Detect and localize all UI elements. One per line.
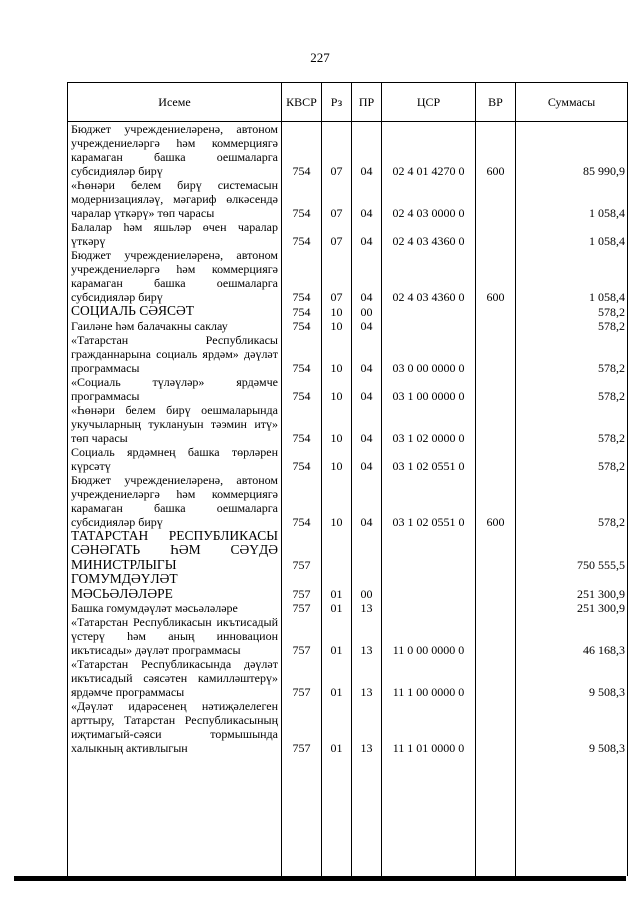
cell-kvsr: 757: [282, 699, 322, 755]
cell-sum: 750 555,5: [516, 529, 628, 573]
cell-name: «Татарстан Республикасында дәүләт икътисадый сәясәтен камилләштерү» ярдәмче программасы: [68, 657, 282, 699]
cell-rz: 07: [322, 248, 352, 304]
cell-pr: 00: [352, 572, 382, 601]
cell-pr: 13: [352, 657, 382, 699]
cell-pr: 00: [352, 304, 382, 319]
cell-csr: [382, 529, 476, 573]
cell-rz: 10: [322, 319, 352, 333]
cell-csr: 03 1 02 0000 0: [382, 403, 476, 445]
cell-pr: 04: [352, 122, 382, 179]
cell-kvsr: 754: [282, 445, 322, 473]
cell-rz: 10: [322, 445, 352, 473]
cell-kvsr: 754: [282, 178, 322, 220]
cell-sum: 251 300,9: [516, 572, 628, 601]
cell-name: Гаиләне һәм балачакны саклау: [68, 319, 282, 333]
table-row: [68, 657, 628, 699]
cell-csr: 02 4 01 4270 0: [382, 122, 476, 179]
cell-kvsr: 754: [282, 375, 322, 403]
cell-csr: [382, 304, 476, 319]
cell-kvsr: 754: [282, 333, 322, 375]
cell-csr: [382, 601, 476, 615]
cell-kvsr: 754: [282, 319, 322, 333]
cell-rz: [322, 529, 352, 573]
cell-csr: 02 4 03 0000 0: [382, 178, 476, 220]
header-kvsr: КВСР: [282, 83, 322, 122]
table-row: [68, 615, 628, 657]
filler-cell: [382, 755, 476, 876]
page-number: 227: [310, 50, 330, 65]
cell-sum: 251 300,9: [516, 601, 628, 615]
bottom-border-bar: [14, 876, 626, 881]
cell-rz: 01: [322, 601, 352, 615]
cell-rz: 10: [322, 375, 352, 403]
cell-rz: 07: [322, 220, 352, 248]
cell-name: Бюджет учреждениеләренә, автоном учреждениеләргә һәм коммерциягә карамаган башка оешмаларга субсидияләр бирү: [68, 473, 282, 529]
cell-pr: 13: [352, 615, 382, 657]
cell-csr: 11 1 00 0000 0: [382, 657, 476, 699]
cell-csr: [382, 319, 476, 333]
table-row: [68, 699, 628, 755]
cell-sum: 9 508,3: [516, 657, 628, 699]
cell-vr: [476, 615, 516, 657]
cell-kvsr: 754: [282, 304, 322, 319]
cell-csr: 03 0 00 0000 0: [382, 333, 476, 375]
cell-csr: 11 1 01 0000 0: [382, 699, 476, 755]
cell-rz: 01: [322, 572, 352, 601]
cell-name: ГОМУМДӘҮЛӘТ МӘСЬӘЛӘЛӘРЕ: [68, 572, 282, 601]
cell-name: «Һөнәри белем бирү оешмаларында укучыларның туклануын тәэмин итү» төп чарасы: [68, 403, 282, 445]
table-row: [68, 375, 628, 403]
cell-vr: [476, 319, 516, 333]
cell-sum: 578,2: [516, 304, 628, 319]
header-rz: Рз: [322, 83, 352, 122]
cell-pr: 04: [352, 178, 382, 220]
filler-cell: [68, 755, 282, 876]
cell-sum: 578,2: [516, 333, 628, 375]
cell-rz: 07: [322, 178, 352, 220]
cell-pr: 04: [352, 403, 382, 445]
cell-rz: 01: [322, 615, 352, 657]
budget-table: [67, 82, 628, 876]
cell-sum: 578,2: [516, 445, 628, 473]
cell-name: «Социаль түләүләр» ярдәмче программасы: [68, 375, 282, 403]
cell-sum: 1 058,4: [516, 248, 628, 304]
cell-name: «Һөнәри белем бирү системасын модернизацияләү, мәгариф өлкәсендә чаралар үткәрү» төп чарасы: [68, 178, 282, 220]
table-row: [68, 333, 628, 375]
cell-vr: [476, 178, 516, 220]
cell-vr: 600: [476, 248, 516, 304]
header-sum: Суммасы: [516, 83, 628, 122]
table-row: [68, 473, 628, 529]
cell-pr: 04: [352, 220, 382, 248]
cell-vr: [476, 572, 516, 601]
cell-csr: 03 1 00 0000 0: [382, 375, 476, 403]
table-header-row: [68, 83, 628, 122]
cell-rz: 10: [322, 304, 352, 319]
cell-rz: 01: [322, 657, 352, 699]
cell-rz: 07: [322, 122, 352, 179]
cell-pr: 04: [352, 445, 382, 473]
filler-cell: [322, 755, 352, 876]
table-row: [68, 304, 628, 319]
cell-kvsr: 754: [282, 122, 322, 179]
cell-vr: [476, 601, 516, 615]
cell-pr: 13: [352, 601, 382, 615]
cell-csr: 02 4 03 4360 0: [382, 248, 476, 304]
cell-vr: [476, 699, 516, 755]
table-row: [68, 122, 628, 179]
cell-name: «Дәүләт идарәсенең нәтиҗәлелеген арттыру, Татарстан Республикасының иҗтимагый-сәяси тормышында халыкның активлыгын: [68, 699, 282, 755]
cell-name: Башка гомумдәүләт мәсьәләләре: [68, 601, 282, 615]
cell-sum: 46 168,3: [516, 615, 628, 657]
cell-vr: [476, 333, 516, 375]
filler-cell: [476, 755, 516, 876]
table-row: [68, 572, 628, 601]
table-row: [68, 178, 628, 220]
cell-sum: 1 058,4: [516, 220, 628, 248]
cell-csr: [382, 572, 476, 601]
cell-sum: 1 058,4: [516, 178, 628, 220]
cell-kvsr: 757: [282, 572, 322, 601]
cell-sum: 578,2: [516, 375, 628, 403]
header-pr: ПР: [352, 83, 382, 122]
cell-name: Балалар һәм яшьләр өчен чаралар үткәрү: [68, 220, 282, 248]
cell-kvsr: 757: [282, 529, 322, 573]
cell-sum: 578,2: [516, 403, 628, 445]
cell-csr: 02 4 03 4360 0: [382, 220, 476, 248]
filler-cell: [352, 755, 382, 876]
cell-sum: 578,2: [516, 319, 628, 333]
table-row: [68, 403, 628, 445]
table-row: [68, 220, 628, 248]
cell-vr: [476, 220, 516, 248]
header-csr: ЦСР: [382, 83, 476, 122]
cell-vr: 600: [476, 473, 516, 529]
cell-vr: [476, 304, 516, 319]
cell-kvsr: 754: [282, 248, 322, 304]
cell-pr: 04: [352, 248, 382, 304]
cell-rz: 10: [322, 473, 352, 529]
cell-name: «Татарстан Республикасын икътисадый үстерү һәм аның инновацион икътисады» дәүләт программасы: [68, 615, 282, 657]
table-filler-row: [68, 755, 628, 876]
cell-rz: 10: [322, 333, 352, 375]
table-row: [68, 248, 628, 304]
cell-vr: [476, 403, 516, 445]
cell-kvsr: 757: [282, 615, 322, 657]
cell-name: «Татарстан Республикасы гражданнарына социаль ярдәм» дәүләт программасы: [68, 333, 282, 375]
cell-pr: 04: [352, 333, 382, 375]
cell-csr: 11 0 00 0000 0: [382, 615, 476, 657]
cell-csr: 03 1 02 0551 0: [382, 473, 476, 529]
table-row: [68, 445, 628, 473]
cell-vr: [476, 445, 516, 473]
header-name: Исеме: [68, 83, 282, 122]
cell-sum: 578,2: [516, 473, 628, 529]
cell-pr: 04: [352, 319, 382, 333]
cell-name: Бюджет учреждениеләренә, автоном учреждениеләргә һәм коммерциягә карамаган башка оешмаларга субсидияләр бирү: [68, 122, 282, 179]
header-vr: ВР: [476, 83, 516, 122]
cell-pr: 04: [352, 375, 382, 403]
filler-cell: [282, 755, 322, 876]
cell-sum: 85 990,9: [516, 122, 628, 179]
cell-rz: 01: [322, 699, 352, 755]
cell-sum: 9 508,3: [516, 699, 628, 755]
cell-name: Социаль ярдәмнең башка төрләрен күрсәтү: [68, 445, 282, 473]
cell-pr: 04: [352, 473, 382, 529]
cell-name: ТАТАРСТАН РЕСПУБЛИКАСЫ СӘНӘГАТЬ ҺӘМ СӘҮДӘ МИНИСТРЛЫГЫ: [68, 529, 282, 573]
cell-vr: 600: [476, 122, 516, 179]
cell-pr: 13: [352, 699, 382, 755]
cell-kvsr: 754: [282, 403, 322, 445]
cell-vr: [476, 375, 516, 403]
table-row: [68, 319, 628, 333]
cell-name: Бюджет учреждениеләренә, автоном учреждениеләргә һәм коммерциягә карамаган башка оешмаларга субсидияләр бирү: [68, 248, 282, 304]
cell-rz: 10: [322, 403, 352, 445]
table-row: [68, 601, 628, 615]
cell-pr: [352, 529, 382, 573]
cell-kvsr: 757: [282, 657, 322, 699]
cell-vr: [476, 529, 516, 573]
cell-csr: 03 1 02 0551 0: [382, 445, 476, 473]
cell-name: СОЦИАЛЬ СӘЯСӘТ: [68, 304, 282, 319]
filler-cell: [516, 755, 628, 876]
cell-kvsr: 757: [282, 601, 322, 615]
cell-kvsr: 754: [282, 473, 322, 529]
cell-vr: [476, 657, 516, 699]
cell-kvsr: 754: [282, 220, 322, 248]
table-row: [68, 529, 628, 573]
